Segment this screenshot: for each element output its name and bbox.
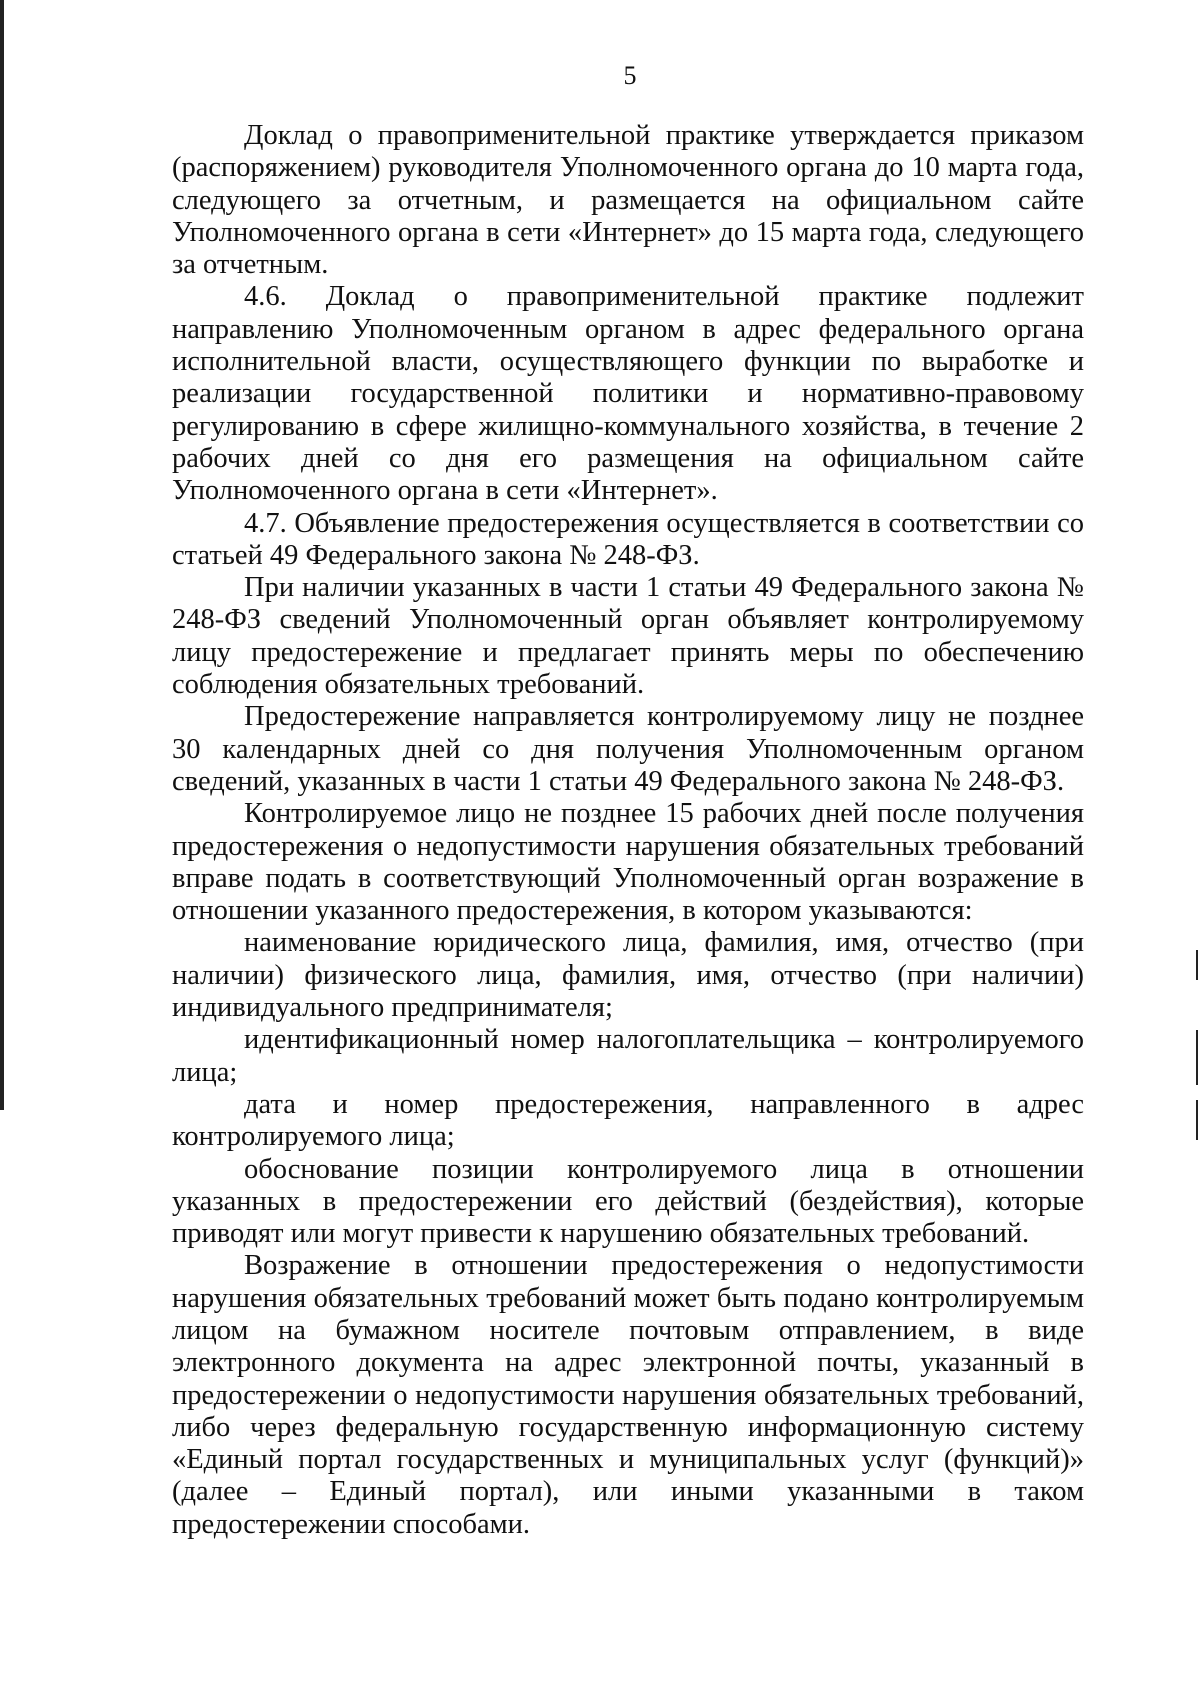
paragraph-report-approval: Доклад о правоприменительной практике утверждается приказом (распоряжением) руководителя Уполномоченного органа до 10 марта года, следующего за отчетным, и размещается на официальном сайте Уполномоченного органа в сети «Интернет» до 15 марта года, следующего за отчетным. [172,120,1084,281]
paragraph-warning-deadline: Предостережение направляется контролируемому лицу не позднее 30 календарных дней со дня получения Уполномоченным органом сведений, указанных в части 1 статьи 49 Федерального закона № 248-ФЗ. [172,701,1084,797]
paragraph-4-6: 4.6. Доклад о правоприменительной практике подлежит направлению Уполномоченным органом в адрес федерального органа исполнительной власти, осуществляющего функции по выработке и реализации государственной политики и нормативно-правовому регулированию в сфере жилищно-коммунального хозяйства, в течение 2 рабочих дней со дня его размещения на официальном сайте Уполномоченного органа в сети «Интернет». [172,281,1084,507]
page-number: 5 [623,61,637,90]
list-item-date-number: дата и номер предостережения, направленного в адрес контролируемого лица; [172,1088,1084,1153]
document-body [172,120,1084,1541]
scan-edge-left [0,0,4,1110]
scan-edge-right [1196,1100,1198,1140]
list-item-inn: идентификационный номер налогоплательщика – контролируемого лица; [172,1024,1084,1088]
paragraph-4-7: 4.7. Объявление предостережения осуществляется в соответствии со статьей 49 Федерального закона № 248-ФЗ. [172,507,1084,571]
paragraph-objection-submission: Возражение в отношении предостережения о недопустимости нарушения обязательных требований может быть подано контролируемым лицом на бумажном носителе почтовым отправлением, в виде электронного документа на адрес электронной почты, указанный в предостережении о недопустимости нарушения обязательных требований, либо через федеральную государственную информационную систему «Единый портал государственных и муниципальных услуг (функций)» (далее – Единый портал), или иными указанными в таком предостережении способами. [172,1250,1084,1540]
list-item-name: наименование юридического лица, фамилия, имя, отчество (при наличии) физического лица, фамилия, имя, отчество (при наличии) индивидуального предпринимателя; [172,927,1084,1024]
scan-edge-right [1196,1030,1198,1085]
list-item-justification: обоснование позиции контролируемого лица в отношении указанных в предостережении его действий (бездействия), которые приводят или могут привести к нарушению обязательных требований. [172,1153,1084,1250]
scan-edge-right [1196,950,1198,980]
paragraph-objection-right: Контролируемое лицо не позднее 15 рабочих дней после получения предостережения о недопустимости нарушения обязательных требований вправе подать в соответствующий Уполномоченный орган возражение в отношении указанного предостережения, в котором указываются: [172,798,1084,927]
paragraph-warning-issuance: При наличии указанных в части 1 статьи 49 Федерального закона № 248-ФЗ сведений Уполномоченный орган объявляет контролируемому лицу предостережение и предлагает принять меры по обеспечению соблюдения обязательных требований. [172,572,1084,701]
